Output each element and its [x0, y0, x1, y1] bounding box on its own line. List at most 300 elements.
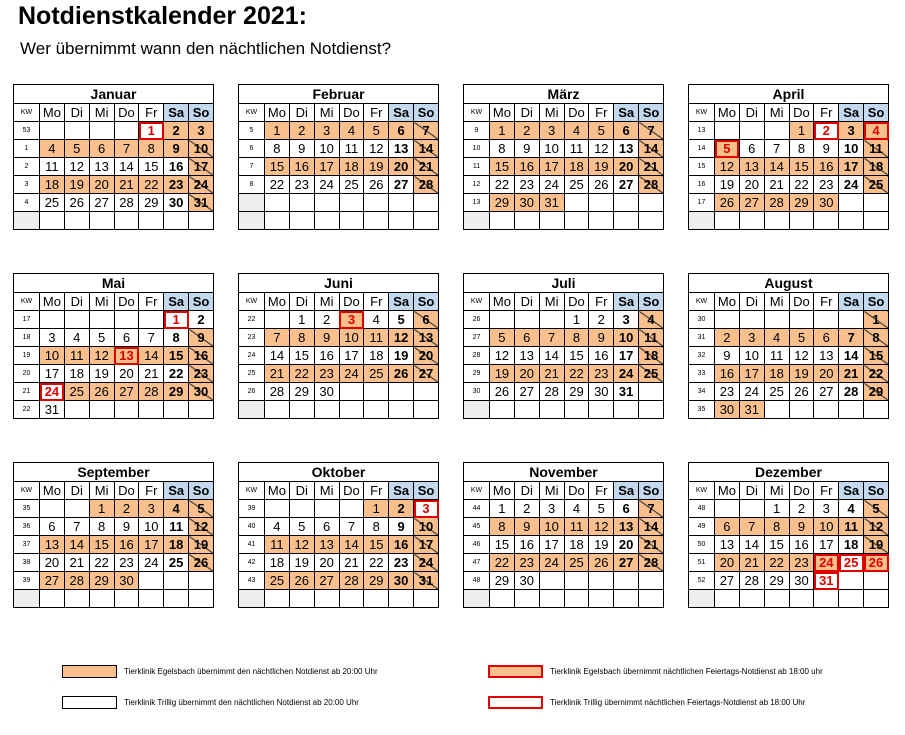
weekday-header: Fr — [139, 293, 164, 311]
day-cell: 4 — [164, 500, 189, 518]
empty-cell — [114, 212, 139, 230]
weekday-header-row — [464, 104, 664, 122]
day-cell: 2 — [189, 311, 214, 329]
week-row — [464, 176, 664, 194]
week-number: 39 — [239, 500, 265, 518]
weekday-header: Di — [64, 293, 89, 311]
week-number: 4 — [14, 194, 40, 212]
empty-cell — [114, 401, 139, 419]
empty-cell — [639, 572, 664, 590]
empty-cell — [289, 500, 314, 518]
day-cell: 25 — [764, 383, 789, 401]
day-cell: 14 — [414, 140, 439, 158]
weekday-header: KW — [14, 293, 40, 311]
weekday-header: Mi — [539, 482, 564, 500]
day-cell: 31 — [614, 383, 639, 401]
week-row — [14, 194, 214, 212]
day-cell: 9 — [514, 140, 539, 158]
day-cell: 28 — [839, 383, 864, 401]
week-number — [239, 212, 265, 230]
weekday-header: Di — [64, 104, 89, 122]
empty-cell — [314, 590, 339, 608]
day-cell: 18 — [339, 158, 364, 176]
week-number: 23 — [239, 329, 265, 347]
week-number: 5 — [239, 122, 265, 140]
week-row — [689, 365, 889, 383]
week-row — [14, 347, 214, 365]
day-cell: 26 — [789, 383, 814, 401]
day-cell: 2 — [589, 311, 614, 329]
empty-cell — [164, 401, 189, 419]
day-cell: 4 — [864, 122, 889, 140]
day-cell: 24 — [314, 176, 339, 194]
day-cell: 21 — [739, 554, 764, 572]
day-cell: 6 — [314, 518, 339, 536]
empty-cell — [639, 383, 664, 401]
day-cell: 3 — [189, 122, 214, 140]
day-cell: 6 — [114, 329, 139, 347]
day-cell: 24 — [40, 383, 65, 401]
day-cell: 1 — [564, 311, 589, 329]
empty-cell — [289, 194, 314, 212]
day-cell: 13 — [40, 536, 65, 554]
day-cell: 2 — [789, 500, 814, 518]
weekday-header: So — [639, 482, 664, 500]
day-cell: 29 — [490, 572, 515, 590]
week-row — [689, 347, 889, 365]
empty-cell — [739, 590, 764, 608]
empty-cell — [364, 383, 389, 401]
day-cell: 13 — [314, 536, 339, 554]
day-cell: 15 — [265, 158, 290, 176]
month-5 — [238, 273, 439, 419]
weekday-header-row — [689, 293, 889, 311]
day-cell: 5 — [789, 329, 814, 347]
empty-cell — [40, 122, 65, 140]
legend-item-egelsbach — [62, 665, 378, 678]
week-row — [464, 158, 664, 176]
day-cell: 1 — [490, 500, 515, 518]
weekday-header: So — [864, 104, 889, 122]
empty-cell — [839, 572, 864, 590]
weekday-header: Fr — [814, 104, 839, 122]
day-cell: 10 — [314, 140, 339, 158]
week-row — [239, 311, 439, 329]
month-name: September — [13, 462, 214, 481]
empty-cell — [289, 212, 314, 230]
empty-cell — [564, 572, 589, 590]
day-cell: 16 — [289, 158, 314, 176]
weekday-header: Do — [789, 293, 814, 311]
day-cell: 26 — [715, 194, 740, 212]
day-cell: 10 — [414, 518, 439, 536]
day-cell: 17 — [314, 158, 339, 176]
day-cell: 8 — [89, 518, 114, 536]
empty-cell — [139, 212, 164, 230]
empty-cell — [64, 500, 89, 518]
day-cell: 25 — [564, 554, 589, 572]
day-cell: 9 — [514, 518, 539, 536]
empty-cell — [839, 401, 864, 419]
week-number: 48 — [464, 572, 490, 590]
week-row — [14, 212, 214, 230]
empty-cell — [64, 401, 89, 419]
weekday-header: Sa — [164, 293, 189, 311]
day-cell: 1 — [490, 122, 515, 140]
day-cell: 22 — [364, 554, 389, 572]
day-cell: 19 — [864, 536, 889, 554]
day-cell: 17 — [414, 536, 439, 554]
day-cell: 15 — [364, 536, 389, 554]
day-cell: 27 — [114, 383, 139, 401]
week-row — [464, 383, 664, 401]
empty-cell — [639, 401, 664, 419]
day-cell: 8 — [789, 140, 814, 158]
month-table — [463, 103, 664, 230]
week-number: 2 — [14, 158, 40, 176]
day-cell: 20 — [40, 554, 65, 572]
week-row — [464, 212, 664, 230]
day-cell: 31 — [414, 572, 439, 590]
weekday-header: Sa — [164, 104, 189, 122]
week-row — [464, 590, 664, 608]
day-cell: 29 — [564, 383, 589, 401]
day-cell: 28 — [739, 572, 764, 590]
day-cell: 15 — [564, 347, 589, 365]
day-cell: 22 — [89, 554, 114, 572]
week-row — [689, 554, 889, 572]
week-row — [14, 554, 214, 572]
day-cell: 3 — [539, 122, 564, 140]
empty-cell — [139, 401, 164, 419]
legend-item-trillig-holiday — [488, 696, 805, 709]
weekday-header: Sa — [614, 104, 639, 122]
day-cell: 27 — [389, 176, 414, 194]
empty-cell — [139, 590, 164, 608]
month-name: August — [688, 273, 889, 292]
day-cell: 17 — [339, 347, 364, 365]
empty-cell — [339, 401, 364, 419]
day-cell: 15 — [164, 347, 189, 365]
empty-cell — [614, 572, 639, 590]
weekday-header: KW — [239, 104, 265, 122]
day-cell: 29 — [864, 383, 889, 401]
empty-cell — [364, 212, 389, 230]
day-cell: 18 — [639, 347, 664, 365]
month-1 — [238, 84, 439, 230]
weekday-header: Fr — [814, 482, 839, 500]
day-cell: 6 — [614, 500, 639, 518]
day-cell: 22 — [764, 554, 789, 572]
day-cell: 19 — [589, 536, 614, 554]
day-cell: 12 — [364, 140, 389, 158]
day-cell: 11 — [639, 329, 664, 347]
weekday-header: Mo — [40, 104, 65, 122]
day-cell: 16 — [514, 536, 539, 554]
day-cell: 22 — [789, 176, 814, 194]
week-row — [14, 176, 214, 194]
week-number: 1 — [14, 140, 40, 158]
day-cell: 8 — [164, 329, 189, 347]
week-number: 10 — [464, 140, 490, 158]
day-cell: 20 — [739, 176, 764, 194]
day-cell: 29 — [164, 383, 189, 401]
week-number: 44 — [464, 500, 490, 518]
month-name: Dezember — [688, 462, 889, 481]
weekday-header: So — [639, 104, 664, 122]
day-cell: 19 — [364, 158, 389, 176]
week-row — [464, 329, 664, 347]
day-cell: 28 — [64, 572, 89, 590]
day-cell: 1 — [364, 500, 389, 518]
week-row — [689, 212, 889, 230]
day-cell: 14 — [739, 536, 764, 554]
week-number: 18 — [14, 329, 40, 347]
legend-swatch-white-red — [488, 696, 543, 709]
empty-cell — [265, 500, 290, 518]
empty-cell — [89, 311, 114, 329]
weekday-header: Di — [514, 104, 539, 122]
weekday-header: Fr — [139, 482, 164, 500]
month-7 — [688, 273, 889, 419]
day-cell: 14 — [114, 158, 139, 176]
day-cell: 13 — [414, 329, 439, 347]
week-number — [239, 401, 265, 419]
day-cell: 11 — [839, 518, 864, 536]
day-cell: 30 — [164, 194, 189, 212]
week-row — [14, 536, 214, 554]
weekday-header: KW — [464, 482, 490, 500]
empty-cell — [715, 212, 740, 230]
day-cell: 19 — [490, 365, 515, 383]
week-row — [689, 140, 889, 158]
empty-cell — [164, 590, 189, 608]
day-cell: 13 — [514, 347, 539, 365]
day-cell: 28 — [139, 383, 164, 401]
weekday-header-row — [464, 293, 664, 311]
day-cell: 12 — [189, 518, 214, 536]
week-row — [689, 500, 889, 518]
week-row — [239, 347, 439, 365]
empty-cell — [40, 500, 65, 518]
day-cell: 22 — [864, 365, 889, 383]
week-number — [689, 590, 715, 608]
day-cell: 22 — [164, 365, 189, 383]
day-cell: 7 — [414, 122, 439, 140]
day-cell: 26 — [389, 365, 414, 383]
day-cell: 17 — [614, 347, 639, 365]
day-cell: 20 — [715, 554, 740, 572]
day-cell: 18 — [839, 536, 864, 554]
day-cell: 25 — [839, 554, 864, 572]
week-row — [239, 158, 439, 176]
day-cell: 5 — [589, 500, 614, 518]
day-cell: 3 — [314, 122, 339, 140]
weekday-header: KW — [239, 293, 265, 311]
day-cell: 9 — [314, 329, 339, 347]
week-row — [464, 401, 664, 419]
day-cell: 24 — [414, 554, 439, 572]
day-cell: 18 — [764, 365, 789, 383]
day-cell: 28 — [639, 176, 664, 194]
weekday-header: Fr — [589, 293, 614, 311]
week-number: 41 — [239, 536, 265, 554]
empty-cell — [490, 212, 515, 230]
day-cell: 24 — [739, 383, 764, 401]
day-cell: 23 — [715, 383, 740, 401]
legend-label: Tierklinik Trillig übernimmt den nächtlichen Notdienst ab 20:00 Uhr — [124, 698, 359, 707]
month-table — [688, 292, 889, 419]
day-cell: 17 — [139, 536, 164, 554]
day-cell: 28 — [764, 194, 789, 212]
day-cell: 23 — [589, 365, 614, 383]
day-cell: 25 — [40, 194, 65, 212]
day-cell: 9 — [789, 518, 814, 536]
empty-cell — [339, 194, 364, 212]
day-cell: 18 — [265, 554, 290, 572]
empty-cell — [514, 212, 539, 230]
empty-cell — [40, 311, 65, 329]
day-cell: 4 — [564, 500, 589, 518]
day-cell: 14 — [539, 347, 564, 365]
weekday-header: So — [189, 104, 214, 122]
week-number: 28 — [464, 347, 490, 365]
day-cell: 13 — [739, 158, 764, 176]
empty-cell — [339, 212, 364, 230]
day-cell: 28 — [265, 383, 290, 401]
empty-cell — [189, 590, 214, 608]
day-cell: 12 — [89, 347, 114, 365]
week-row — [239, 329, 439, 347]
month-name: Januar — [13, 84, 214, 103]
day-cell: 29 — [490, 194, 515, 212]
week-row — [239, 518, 439, 536]
week-number: 14 — [689, 140, 715, 158]
day-cell: 1 — [764, 500, 789, 518]
week-row — [464, 140, 664, 158]
day-cell: 27 — [715, 572, 740, 590]
empty-cell — [564, 212, 589, 230]
day-cell: 22 — [490, 554, 515, 572]
day-cell: 8 — [490, 140, 515, 158]
day-cell: 2 — [389, 500, 414, 518]
day-cell: 23 — [789, 554, 814, 572]
weekday-header: Mi — [89, 293, 114, 311]
day-cell: 1 — [139, 122, 164, 140]
day-cell: 19 — [789, 365, 814, 383]
day-cell: 5 — [389, 311, 414, 329]
weekday-header: Do — [114, 104, 139, 122]
day-cell: 24 — [539, 554, 564, 572]
day-cell: 19 — [89, 365, 114, 383]
day-cell: 14 — [265, 347, 290, 365]
empty-cell — [189, 212, 214, 230]
weekday-header-row — [14, 104, 214, 122]
empty-cell — [539, 572, 564, 590]
weekday-header: Di — [514, 482, 539, 500]
week-row — [464, 347, 664, 365]
week-row — [689, 383, 889, 401]
empty-cell — [89, 122, 114, 140]
day-cell: 16 — [114, 536, 139, 554]
empty-cell — [64, 212, 89, 230]
day-cell: 23 — [814, 176, 839, 194]
weekday-header: Mi — [764, 482, 789, 500]
empty-cell — [639, 590, 664, 608]
empty-cell — [739, 500, 764, 518]
day-cell: 20 — [814, 365, 839, 383]
weekday-header-row — [464, 482, 664, 500]
day-cell: 10 — [739, 347, 764, 365]
day-cell: 21 — [114, 176, 139, 194]
month-8 — [13, 462, 214, 608]
week-row — [689, 518, 889, 536]
week-number: 35 — [14, 500, 40, 518]
weekday-header: Fr — [364, 482, 389, 500]
week-number — [14, 212, 40, 230]
day-cell: 5 — [864, 500, 889, 518]
day-cell: 17 — [40, 365, 65, 383]
day-cell: 3 — [614, 311, 639, 329]
day-cell: 5 — [64, 140, 89, 158]
month-4 — [13, 273, 214, 419]
day-cell: 10 — [40, 347, 65, 365]
week-row — [14, 518, 214, 536]
day-cell: 7 — [265, 329, 290, 347]
month-0 — [13, 84, 214, 230]
day-cell: 4 — [564, 122, 589, 140]
empty-cell — [364, 401, 389, 419]
weekday-header: Sa — [614, 482, 639, 500]
day-cell: 30 — [514, 194, 539, 212]
day-cell: 6 — [40, 518, 65, 536]
day-cell: 23 — [514, 176, 539, 194]
empty-cell — [189, 401, 214, 419]
day-cell: 12 — [64, 158, 89, 176]
empty-cell — [64, 311, 89, 329]
week-row — [689, 329, 889, 347]
weekday-header: Mo — [265, 482, 290, 500]
month-9 — [238, 462, 439, 608]
empty-cell — [839, 212, 864, 230]
day-cell: 9 — [389, 518, 414, 536]
day-cell: 27 — [414, 365, 439, 383]
empty-cell — [114, 311, 139, 329]
week-number: 19 — [14, 347, 40, 365]
day-cell: 21 — [339, 554, 364, 572]
legend-label: Tierklinik Egelsbach übernimmt nächtlichen Feiertags-Notdienst ab 18:00 uhr — [550, 667, 823, 676]
day-cell: 13 — [614, 518, 639, 536]
empty-cell — [64, 122, 89, 140]
empty-cell — [389, 401, 414, 419]
day-cell: 3 — [539, 500, 564, 518]
day-cell: 10 — [614, 329, 639, 347]
day-cell: 26 — [864, 554, 889, 572]
day-cell: 7 — [539, 329, 564, 347]
week-number: 50 — [689, 536, 715, 554]
day-cell: 23 — [514, 554, 539, 572]
day-cell: 21 — [539, 365, 564, 383]
weekday-header: Mi — [764, 293, 789, 311]
week-number: 42 — [239, 554, 265, 572]
day-cell: 11 — [164, 518, 189, 536]
day-cell: 5 — [89, 329, 114, 347]
week-row — [14, 365, 214, 383]
day-cell: 11 — [564, 518, 589, 536]
day-cell: 13 — [814, 347, 839, 365]
weekday-header: KW — [14, 104, 40, 122]
empty-cell — [814, 311, 839, 329]
